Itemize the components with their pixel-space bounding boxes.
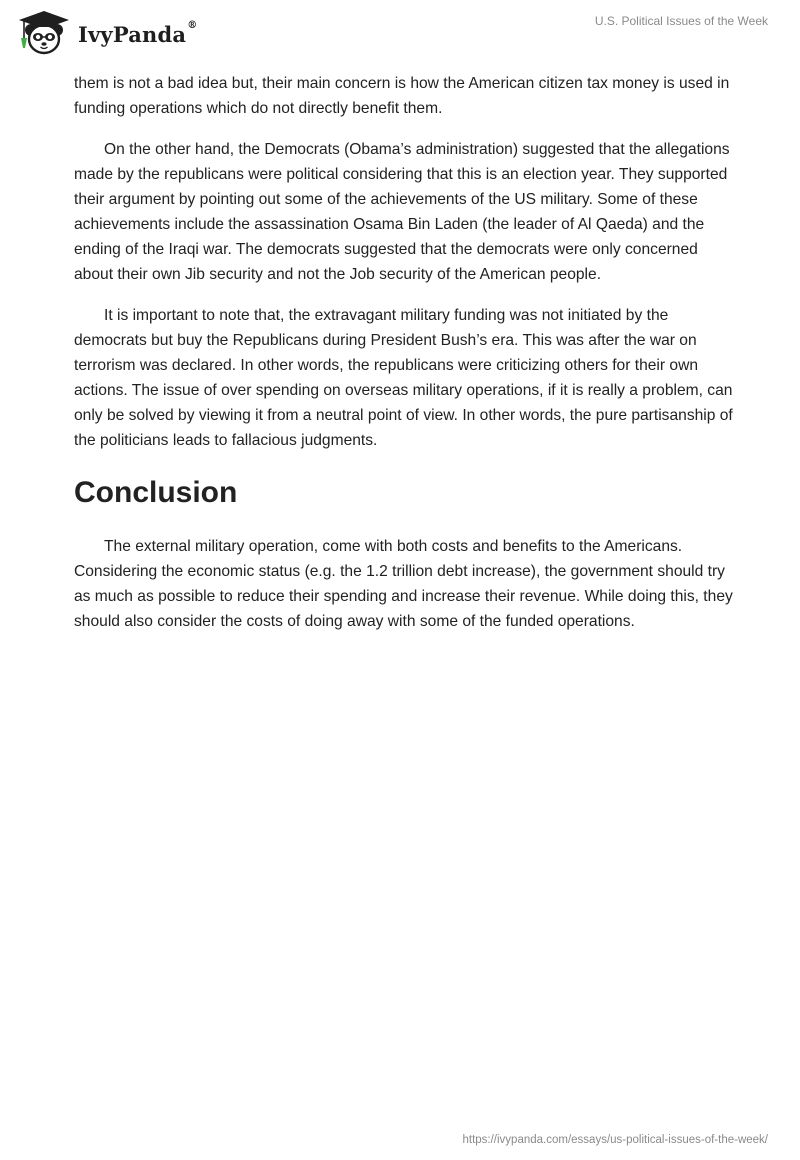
paragraph-conclusion: The external military operation, come with both costs and benefits to the Americans. Considering the economic status (e.g. the 1.2 trillion debt increase), the government should try as much as possible to reduce their spending and increase their revenue. While doing this, they should also consider the costs of doing away with some of the funded operations. <box>74 538 733 630</box>
essay-content <box>74 71 734 650</box>
footer-source-url[interactable]: https://ivypanda.com/essays/us-political-issues-of-the-week/ <box>462 1134 768 1146</box>
panda-graduation-cap-icon <box>14 8 74 58</box>
paragraph-continuation: them is not a bad idea but, their main concern is how the American citizen tax money is used in funding operations which do not directly benefit them. <box>74 75 730 117</box>
conclusion-heading: Conclusion <box>74 476 238 509</box>
ivypanda-logo[interactable] <box>14 8 197 58</box>
paragraph-military-funding: It is important to note that, the extravagant military funding was not initiated by the democrats but buy the Republicans during President Bush’s era. This was after the war on terrorism was declared. In other words, the republicans were criticizing others for their own actions. The issue of over spending on overseas military operations, if it is really a problem, can only be solved by viewing it from a neutral point of view. In other words, the pure partisanship of the politicians leads to fallacious judgments. <box>74 307 733 449</box>
document-title: U.S. Political Issues of the Week <box>594 14 768 28</box>
brand-name: IvyPanda® <box>78 19 198 47</box>
registered-mark: ® <box>187 19 198 31</box>
page-header <box>0 0 800 70</box>
paragraph-democrats: On the other hand, the Democrats (Obama’s administration) suggested that the allegations made by the republicans were political considering that this is an election year. They supported their argument by pointing out some of the achievements of the US military. Some of these achievements include the assassination Osama Bin Laden (the leader of Al Qaeda) and the ending of the Iraqi war. The democrats suggested that the democrats were only concerned about their own Jib security and not the Job security of the American people. <box>74 141 730 283</box>
